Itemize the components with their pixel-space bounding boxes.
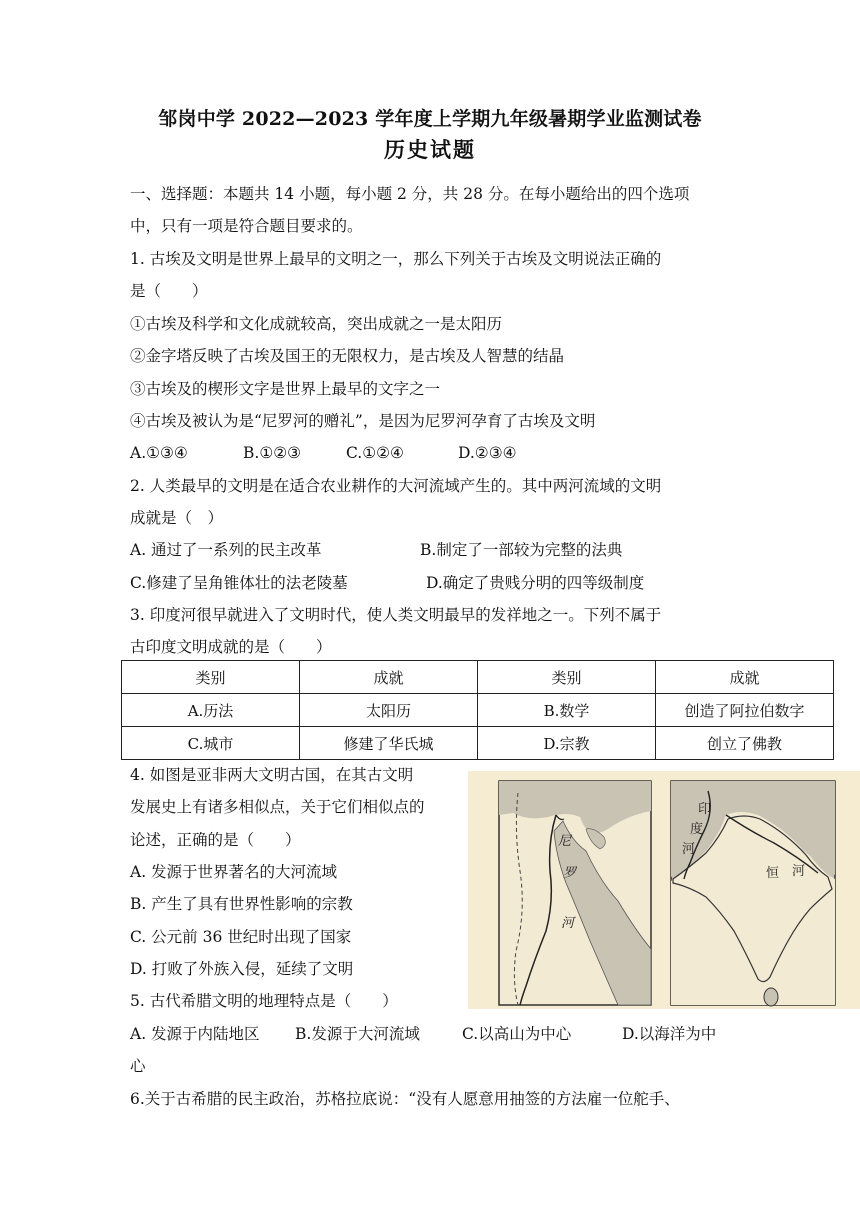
q2-option-c: C.修建了呈角锥体壮的法老陵墓 [130,574,348,592]
table-cell: 修建了华氏城 [300,727,478,760]
q1-statement-1: ①古埃及科学和文化成就较高，突出成就之一是太阳历 [130,315,503,333]
q1-stem-line1: 1. 古埃及文明是世界上最早的文明之一，那么下列关于古埃及文明说法正确的 [130,250,662,268]
q4-option-a: A. 发源于世界著名的大河流域 [130,863,338,881]
q5-option-d: D.以海洋为中 [622,1025,717,1043]
table-cell: 创造了阿拉伯数字 [656,694,834,727]
table-row [122,727,834,760]
q1-statement-4: ④古埃及被认为是“尼罗河的赠礼”，是因为尼罗河孕育了古埃及文明 [130,412,596,430]
exam-subtitle: 历史试题 [384,137,476,162]
q1-option-a: A.①③④ [130,444,188,462]
map-label-nile-1: 尼 [558,834,572,849]
map-label-ganges-2: 河 [792,864,806,879]
q2-option-a: A. 通过了一系列的民主改革 [130,541,322,559]
map-label-nile-2: 罗 [563,866,577,881]
q2-stem-line2: 成就是（ ） [130,509,224,527]
table-header-cell: 类别 [122,661,300,694]
q5-option-d-wrap: 心 [130,1057,146,1075]
section-instruction-line1: 一、选择题：本题共 14 小题，每小题 2 分，共 28 分。在每小题给出的四个选项 [130,185,690,203]
table-cell: D.宗教 [478,727,656,760]
map-label-indus-3: 河 [682,842,696,857]
q4-stem-line1: 4. 如图是亚非两大文明古国，在其古文明 [130,766,414,784]
q1-statement-2: ②金字塔反映了古埃及国王的无限权力，是古埃及人智慧的结晶 [130,347,565,365]
exam-title: 邹岗中学 2022—2023 学年度上学期九年级暑期学业监测试卷 [158,108,702,130]
q4-option-d: D. 打败了外族入侵，延续了文明 [130,960,354,978]
table-row [122,694,834,727]
table-header-cell: 成就 [300,661,478,694]
q1-stem-line2: 是（ ） [130,282,208,300]
table-cell: C.城市 [122,727,300,760]
table-cell: B.数学 [478,694,656,727]
q4-option-b: B. 产生了具有世界性影响的宗教 [130,895,353,913]
q4-map-image [468,771,860,1009]
q2-option-d: D.确定了贵贱分明的四等级制度 [426,574,645,592]
q5-stem: 5. 古代希腊文明的地理特点是（ ） [130,992,398,1010]
q1-option-c: C.①②④ [346,444,404,462]
q2-stem-line1: 2. 人类最早的文明是在适合农业耕作的大河流域产生的。其中两河流域的文明 [130,477,662,495]
q5-option-b: B.发源于大河流域 [295,1025,420,1043]
q5-option-c: C.以高山为中心 [462,1025,572,1043]
q4-stem-line2: 发展史上有诸多相似点，关于它们相似点的 [130,798,425,816]
table-header-row [122,661,834,694]
table-header-cell: 类别 [478,661,656,694]
table-cell: A.历法 [122,694,300,727]
map-label-ganges-1: 恒 [766,866,780,881]
q4-option-c: C. 公元前 36 世纪时出现了国家 [130,928,352,946]
q4-stem-line3: 论述，正确的是（ ） [130,831,301,849]
map-label-nile-3: 河 [561,916,575,931]
section-instruction-line2: 中，只有一项是符合题目要求的。 [130,217,363,235]
q1-option-b: B.①②③ [243,444,302,462]
q1-option-d: D.②③④ [458,444,517,462]
q2-option-b: B.制定了一部较为完整的法典 [420,541,623,559]
q3-stem-line2: 古印度文明成就的是（ ） [130,638,332,656]
table-header-cell: 成就 [656,661,834,694]
q3-options-table [121,660,834,760]
q6-stem-line1: 6.关于古希腊的民主政治，苏格拉底说：“没有人愿意用抽签的方法雇一位舵手、 [130,1090,680,1108]
table-cell: 创立了佛教 [656,727,834,760]
map-illustration [468,771,860,1009]
map-label-indus-1: 印 [698,802,712,817]
map-label-indus-2: 度 [690,822,704,837]
table-cell: 太阳历 [300,694,478,727]
q5-option-a: A. 发源于内陆地区 [130,1025,260,1043]
q3-stem-line1: 3. 印度河很早就进入了文明时代，使人类文明最早的发祥地之一。下列不属于 [130,606,662,624]
q1-statement-3: ③古埃及的楔形文字是世界上最早的文字之一 [130,380,441,398]
